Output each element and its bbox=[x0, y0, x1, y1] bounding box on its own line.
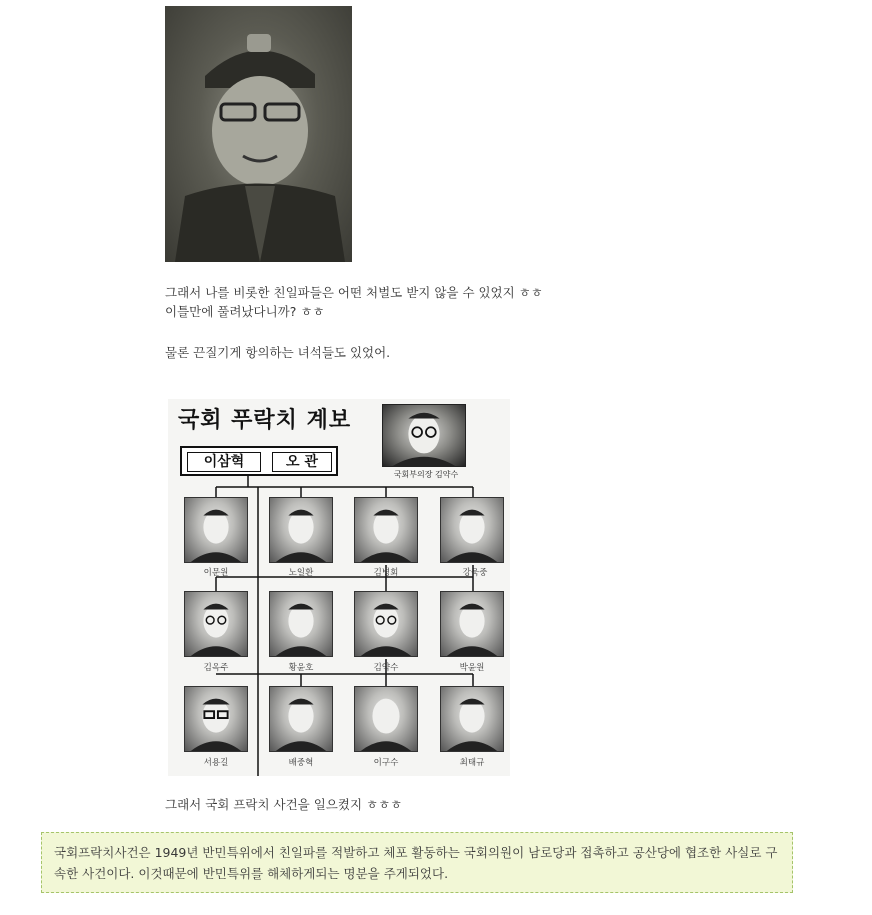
portrait bbox=[184, 591, 248, 657]
figure-title: 국회 푸락치 계보 bbox=[178, 408, 352, 433]
person-name: 배중혁 bbox=[288, 758, 314, 768]
paragraph-3: 그래서 국회 프락치 사건을 일으켰지 ㅎㅎㅎ bbox=[165, 797, 403, 812]
person-name: 박윤원 bbox=[459, 663, 485, 673]
vice-speaker-caption: 국회부의장 김약수 bbox=[393, 470, 459, 479]
note-line-2: 속한 사건이다. 이것때문에 반민특위를 해체하게되는 명분을 주게되었다. bbox=[54, 866, 449, 881]
portrait bbox=[269, 686, 333, 752]
person-name: 강욱중 bbox=[462, 568, 488, 578]
portrait bbox=[354, 497, 418, 563]
portrait bbox=[440, 591, 504, 657]
person-name: 김옥주 bbox=[203, 663, 229, 673]
portrait bbox=[269, 591, 333, 657]
leader-box bbox=[180, 446, 338, 476]
portrait bbox=[440, 497, 504, 563]
portrait bbox=[440, 686, 504, 752]
person-name: 최태규 bbox=[459, 758, 485, 768]
person-name: 노일환 bbox=[288, 568, 314, 578]
portrait bbox=[184, 686, 248, 752]
paragraph-1-line-1: 그래서 나를 비롯한 친일파들은 어떤 처벌도 받지 않을 수 있었지 ㅎㅎ bbox=[165, 285, 543, 300]
person-name: 서용길 bbox=[203, 758, 229, 768]
person-name: 김병회 bbox=[373, 568, 399, 578]
leader-name-1: 이삼혁 bbox=[187, 452, 261, 472]
note-line-1: 국회프락치사건은 1949년 반민특위에서 친일파를 적발하고 체포 활동하는 국회의원이 남로당과 접촉하고 공산당에 협조한 사실로 구 bbox=[54, 845, 778, 860]
fraction-chart-figure bbox=[168, 399, 510, 776]
paragraph-2: 물론 끈질기게 항의하는 녀석들도 있었어. bbox=[165, 345, 391, 360]
portrait bbox=[184, 497, 248, 563]
person-name: 이문원 bbox=[203, 568, 229, 578]
leader-name-2: 오 관 bbox=[272, 452, 332, 472]
portrait bbox=[269, 497, 333, 563]
portrait bbox=[354, 591, 418, 657]
portrait bbox=[354, 686, 418, 752]
person-name: 김약수 bbox=[373, 663, 399, 673]
historical-photo bbox=[165, 6, 352, 262]
paragraph-1 bbox=[165, 283, 543, 321]
paragraph-1-line-2: 이틀만에 풀려났다니까? ㅎㅎ bbox=[165, 304, 325, 319]
vice-speaker-portrait bbox=[382, 404, 466, 467]
person-name: 황윤호 bbox=[288, 663, 314, 673]
info-note-box bbox=[41, 832, 793, 893]
person-name: 이구수 bbox=[373, 758, 399, 768]
